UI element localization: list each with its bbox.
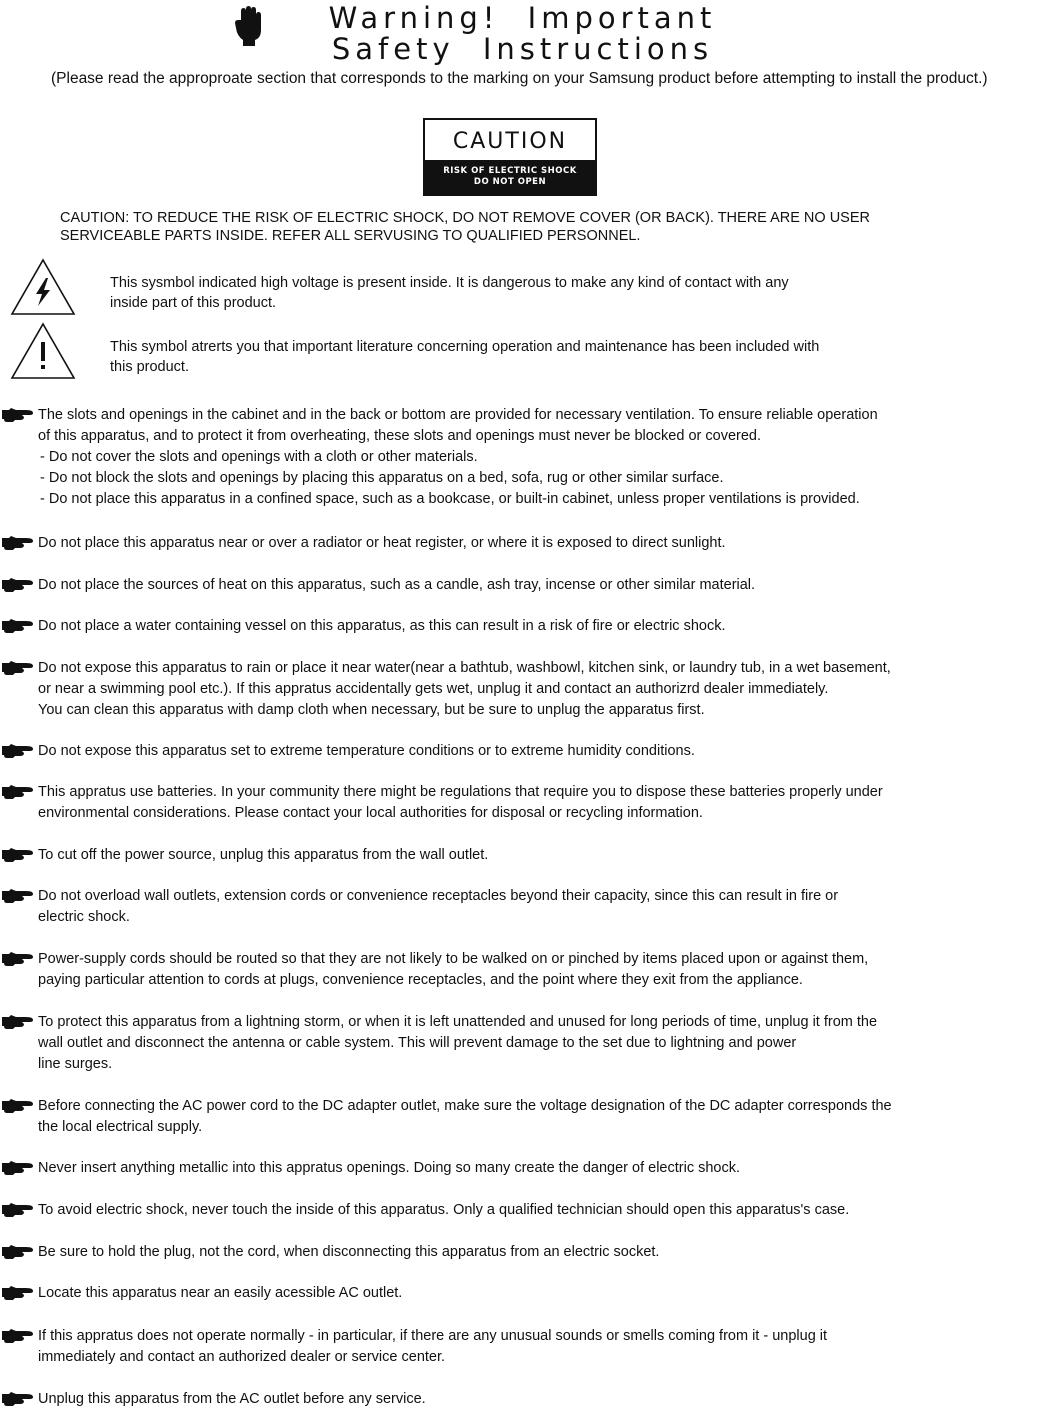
symbol-text-line2: inside part of this product. — [110, 295, 277, 311]
instruction-subitem: - Do not place this apparatus in a confined space, such as a bookcase, or built-in cabinet, unless proper ventilations is provided. — [40, 491, 860, 507]
instruction-line: Do not expose this apparatus set to extreme temperature conditions or to extreme humidity conditions. — [38, 743, 695, 759]
instruction-text — [38, 658, 1045, 721]
instruction-text — [38, 1283, 1045, 1304]
instruction-line: Locate this apparatus near an easily acessible AC outlet. — [38, 1285, 403, 1301]
instruction-line: Before connecting the AC power cord to the DC adapter outlet, make sure the voltage designation of the DC adapter corresponds the — [38, 1098, 892, 1114]
instruction-item — [2, 1200, 1045, 1221]
instruction-line: Unplug this apparatus from the AC outlet before any service. — [38, 1391, 426, 1407]
instruction-item — [2, 1326, 1045, 1368]
instruction-text — [38, 741, 1045, 762]
pointing-hand-icon — [2, 536, 34, 550]
pointing-hand-icon — [2, 1329, 34, 1343]
pointing-hand-icon — [2, 785, 34, 799]
pointing-hand-icon — [2, 1286, 34, 1300]
instruction-line: immediately and contact an authorized dealer or service center. — [38, 1349, 446, 1365]
caution-statement-line1: CAUTION: TO REDUCE THE RISK OF ELECTRIC SHOCK, DO NOT REMOVE COVER (OR BACK). THERE ARE NO USER — [60, 210, 870, 226]
instruction-line: Do not place a water containing vessel on this apparatus, as this can result in a risk of fire or electric shock. — [38, 618, 726, 634]
instruction-text — [38, 1158, 1045, 1179]
instruction-subitem: - Do not cover the slots and openings with a cloth or other materials. — [40, 449, 478, 465]
intro-text: (Please read the approproate section that corresponds to the marking on your Samsung product before attempting to install the product.) — [51, 70, 988, 87]
instruction-text — [38, 616, 1045, 637]
instruction-item — [2, 616, 1045, 637]
caution-statement-line2: SERVICEABLE PARTS INSIDE. REFER ALL SERVUSING TO QUALIFIED PERSONNEL. — [60, 228, 641, 244]
instruction-text — [38, 1389, 1045, 1410]
instruction-line: or near a swimming pool etc.). If this appratus accidentally gets wet, unplug it and contact an authorizrd dealer immediately. — [38, 681, 829, 697]
instruction-text — [38, 1200, 1045, 1221]
instruction-text — [38, 782, 1045, 824]
lightning-triangle-icon — [10, 258, 76, 316]
pointing-hand-icon — [2, 661, 34, 675]
instruction-item — [2, 741, 1045, 762]
pointing-hand-icon — [2, 1245, 34, 1259]
page-title: Warning! Important — [328, 1, 717, 35]
instruction-text — [38, 949, 1045, 991]
instruction-line: of this apparatus, and to protect it from overheating, these slots and openings must never be blocked or covered. — [38, 428, 762, 444]
instruction-item — [2, 845, 1045, 866]
instruction-line: Power-supply cords should be routed so that they are not likely to be walked on or pinched by items placed upon or against them, — [38, 951, 869, 967]
symbol-row-high-voltage — [10, 258, 1040, 318]
instruction-text — [38, 1326, 1045, 1368]
caution-label-warning — [425, 160, 595, 194]
instruction-text — [38, 533, 1045, 554]
instruction-item — [2, 886, 1045, 928]
symbol-text-line2: this product. — [110, 359, 189, 375]
instruction-line: electric shock. — [38, 909, 130, 925]
instruction-item — [2, 405, 1045, 510]
caution-label-line2: DO NOT OPEN — [473, 177, 547, 187]
instruction-line: line surges. — [38, 1056, 113, 1072]
instruction-line: This appratus use batteries. In your community there might be regulations that require you to dispose these batteries properly under — [38, 784, 883, 800]
instruction-item — [2, 533, 1045, 554]
caution-statement — [60, 209, 1020, 245]
instruction-text — [38, 886, 1045, 928]
caution-label-title: CAUTION — [452, 128, 568, 154]
instruction-item — [2, 782, 1045, 824]
instruction-line: To protect this apparatus from a lightning storm, or when it is left unattended and unused for long periods of time, unplug it from the — [38, 1014, 878, 1030]
instruction-text — [38, 575, 1045, 596]
page-subtitle: Safety Instructions — [331, 32, 714, 66]
instruction-text — [38, 1242, 1045, 1263]
pointing-hand-icon — [2, 1203, 34, 1217]
instruction-line: Never insert anything metallic into this appratus openings. Doing so many create the danger of electric shock. — [38, 1160, 741, 1176]
instruction-item — [2, 949, 1045, 991]
pointing-hand-icon — [2, 578, 34, 592]
instruction-line: Do not overload wall outlets, extension cords or convenience receptacles beyond their capacity, since this can result in fire or — [38, 888, 839, 904]
instruction-item — [2, 575, 1045, 596]
instruction-line: To cut off the power source, unplug this apparatus from the wall outlet. — [38, 847, 489, 863]
pointing-hand-icon — [2, 619, 34, 633]
instruction-line: If this appratus does not operate normally - in particular, if there are any unusual sounds or smells coming from it - unplug it — [38, 1328, 828, 1344]
symbol-row-literature — [10, 322, 1040, 382]
caution-label-line1: RISK OF ELECTRIC SHOCK — [443, 166, 577, 176]
symbol-text-line1: This sysmbol indicated high voltage is present inside. It is dangerous to make any kind of contact with any — [110, 275, 789, 291]
instruction-item — [2, 1283, 1045, 1304]
exclamation-triangle-icon — [10, 322, 76, 380]
pointing-hand-icon — [2, 952, 34, 966]
caution-label — [423, 118, 597, 196]
pointing-hand-icon — [2, 744, 34, 758]
instruction-line: the local electrical supply. — [38, 1119, 203, 1135]
instruction-item — [2, 1158, 1045, 1179]
instruction-text — [38, 1012, 1045, 1075]
instruction-text — [38, 405, 1045, 510]
instruction-text — [38, 845, 1045, 866]
instruction-line: Be sure to hold the plug, not the cord, when disconnecting this apparatus from an electric socket. — [38, 1244, 660, 1260]
pointing-hand-icon — [2, 848, 34, 862]
pointing-hand-icon — [2, 408, 34, 422]
instruction-line: The slots and openings in the cabinet and in the back or bottom are provided for necessary ventilation. To ensure reliable operation — [38, 407, 878, 423]
instruction-line: Do not place this apparatus near or over a radiator or heat register, or where it is exposed to direct sunlight. — [38, 535, 726, 551]
instruction-line: paying particular attention to cords at plugs, convenience receptacles, and the point where they exit from the appliance. — [38, 972, 803, 988]
pointing-hand-icon — [2, 1015, 34, 1029]
instruction-line: To avoid electric shock, never touch the inside of this apparatus. Only a qualified technician should open this apparatus's case. — [38, 1202, 850, 1218]
instruction-line: Do not place the sources of heat on this apparatus, such as a candle, ash tray, incense or other similar material. — [38, 577, 756, 593]
pointing-hand-icon — [2, 1099, 34, 1113]
instruction-item — [2, 1012, 1045, 1075]
symbol-text-line1: This symbol atrerts you that important literature concerning operation and maintenance has been included with — [110, 339, 820, 355]
instruction-item — [2, 1389, 1045, 1410]
pointing-hand-icon — [2, 1392, 34, 1406]
instruction-line: You can clean this apparatus with damp cloth when necessary, but be sure to unplug the apparatus first. — [38, 702, 705, 718]
instruction-item — [2, 1096, 1045, 1138]
instruction-item — [2, 1242, 1045, 1263]
instruction-line: Do not expose this apparatus to rain or place it near water(near a bathtub, washbowl, kitchen sink, or laundry tub, in a wet basement, — [38, 660, 891, 676]
instruction-subitem: - Do not block the slots and openings by placing this apparatus on a bed, sofa, rug or other similar surface. — [40, 470, 724, 486]
pointing-hand-icon — [2, 889, 34, 903]
instruction-line: wall outlet and disconnect the antenna or cable system. This will prevent damage to the set due to lightning and power — [38, 1035, 797, 1051]
instruction-item — [2, 658, 1045, 721]
pointing-hand-icon — [2, 1161, 34, 1175]
instruction-text — [38, 1096, 1045, 1138]
instruction-line: environmental considerations. Please contact your local authorities for disposal or recycling information. — [38, 805, 703, 821]
